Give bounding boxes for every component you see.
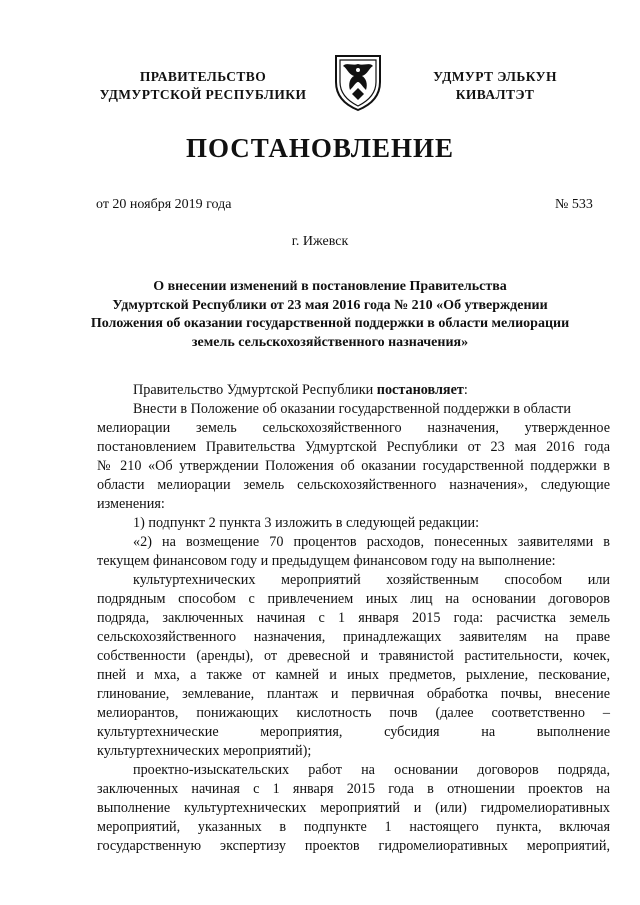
body-line: № 210 «Об утверждении Положения об оказании государственной поддержки в <box>97 458 610 474</box>
document-number: № 533 <box>555 197 593 212</box>
header-left-line-1: ПРАВИТЕЛЬСТВО <box>139 69 267 84</box>
body-line: «2) на возмещение 70 процентов расходов, понесенных заявителями в <box>133 534 610 550</box>
header-right-line-2: КИВАЛТЭТ <box>455 87 535 102</box>
body-line: области мелиорации земель сельскохозяйственного назначения», следующие <box>97 477 610 493</box>
body-line: глинование, землевание, плантаж и первичная обработка почвы, внесение <box>97 686 610 702</box>
body-line: заключенных начиная с 1 января 2015 года в отношении проектов на <box>97 781 610 797</box>
body-line: Внести в Положение об оказании государственной поддержки в области <box>133 401 571 417</box>
body-line: проектно-изыскательских работ на основании договоров подряда, <box>133 762 610 778</box>
body-line: изменения: <box>97 496 165 512</box>
intro-bold-verb: постановляет <box>376 382 464 398</box>
subject-line: Удмуртской Республики от 23 мая 2016 года № 210 «Об утверждении <box>112 297 548 313</box>
body-line: 1) подпункт 2 пункта 3 изложить в следующей редакции: <box>133 515 480 531</box>
document-date: от 20 ноября 2019 года <box>96 197 232 212</box>
body-line: культуртехнических мероприятий хозяйственным способом или <box>133 572 610 588</box>
body-line: пней и мха, а также от камней и иных предметов, рыхление, пескование, <box>97 667 610 683</box>
body-line: мероприятий, указанных в подпункте 1 настоящего пункта, включая <box>97 819 610 835</box>
body-line: культуртехнические мероприятия, субсидия на выполнение <box>97 724 610 740</box>
body-line: собственности (аренды), от древесной и травянистой растительности, кочек, <box>97 648 610 664</box>
body-line: выполнение культуртехнических мероприятий и (или) гидромелиоративных <box>97 800 610 816</box>
body-line: текущем финансовом году и предыдущем финансовом году на выполнение: <box>97 553 556 569</box>
subject-line: О внесении изменений в постановление Правительства <box>153 279 507 294</box>
body-line: подрядным способом с привлечением иных лиц на основании договоров <box>97 591 610 607</box>
body-line: подряда, заключенных начиная с 1 января 2015 года: расчистка земель <box>97 610 610 626</box>
header-left-line-2: УДМУРТСКОЙ РЕСПУБЛИКИ <box>99 87 307 102</box>
header-left <box>88 68 318 104</box>
subject-line: земель сельскохозяйственного назначения» <box>191 334 469 350</box>
document-title: ПОСТАНОВЛЕНИЕ <box>185 133 455 163</box>
intro-paragraph <box>97 381 610 400</box>
body-line: государственную экспертизу проектов гидромелиоративных мероприятий, <box>97 838 610 854</box>
body-line: культуртехнических мероприятий); <box>97 743 312 759</box>
intro-end: : <box>463 382 468 398</box>
body-line: мелиорации земель сельскохозяйственного назначения, утвержденное <box>97 420 610 436</box>
body-line: постановлением Правительства Удмуртской Республики от 23 мая 2016 года <box>97 439 610 455</box>
body-line: мелиорантов, понижающих кислотность почв (далее соответственно – <box>97 705 610 721</box>
header-right-line-1: УДМУРТ ЭЛЬКУН <box>433 69 557 84</box>
header-right <box>410 68 580 104</box>
intro-text: Правительство Удмуртской Республики <box>133 382 377 398</box>
document-city: г. Ижевск <box>291 234 349 249</box>
document-subject <box>70 278 590 352</box>
body-line: сельскохозяйственного назначения, принадлежащих заявителям на праве <box>97 629 610 645</box>
udmurt-coat-of-arms-icon <box>330 52 386 112</box>
subject-line: Положения об оказании государственной поддержки в области мелиорации <box>90 316 570 331</box>
document-body <box>97 381 610 856</box>
